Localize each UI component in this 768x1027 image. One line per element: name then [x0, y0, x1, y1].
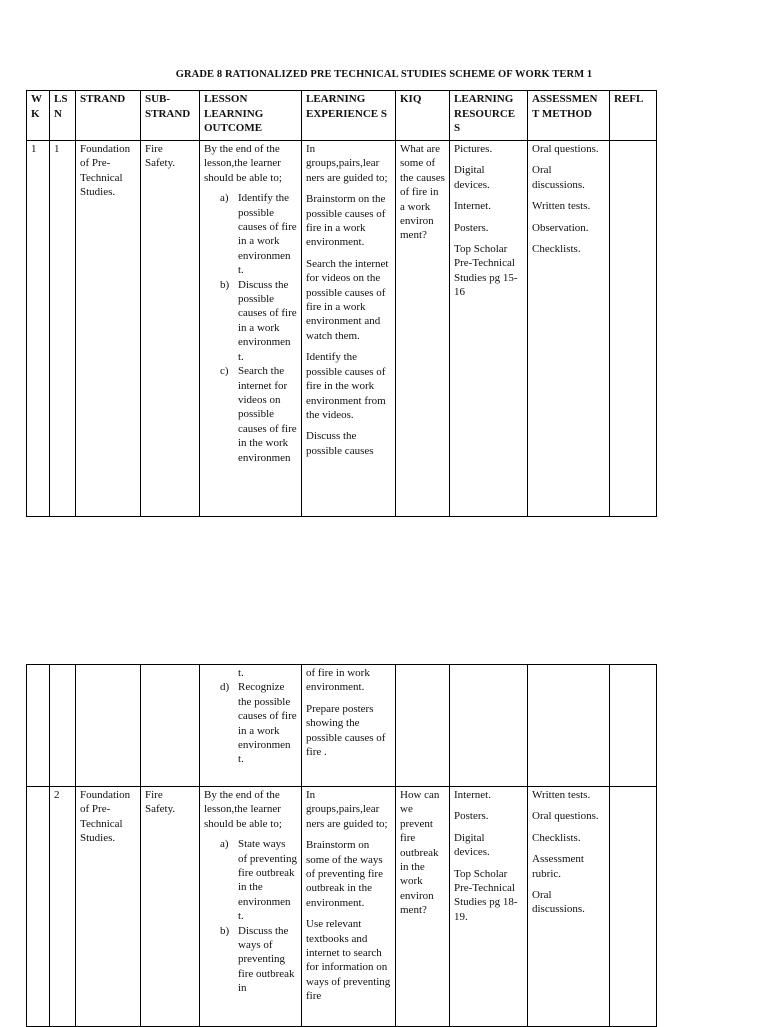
resource-item: Digital devices. [454, 831, 490, 859]
cell-assessment [528, 665, 610, 787]
cell-reflection [610, 141, 657, 517]
cell-reflection [610, 787, 657, 1027]
header-outcome: LESSON LEARNING OUTCOME [200, 91, 302, 141]
cell-strand: Foundation of Pre-Technical Studies. [76, 787, 141, 1027]
header-kiq: KIQ [396, 91, 450, 141]
assessment-item: Assessment rubric. [532, 853, 584, 880]
cell-lsn: 2 [50, 787, 76, 1027]
cell-assessment [528, 141, 610, 517]
experience-text: Use relevant textbooks and internet to search for information on ways of preventing fire [306, 918, 391, 1003]
outcome-intro: By the end of the lesson,the learner should be able to; [204, 143, 282, 184]
assessment-item: Written tests. [532, 200, 591, 213]
list-item: b) Discuss the possible causes of fire in a work environmen t. [220, 278, 297, 363]
cell-experiences [302, 787, 396, 1027]
cell-wk [27, 787, 50, 1027]
assessment-item: Checklists. [532, 831, 581, 844]
header-reflection: REFL [610, 91, 657, 141]
table-row-continued [27, 665, 657, 787]
table-row [27, 141, 657, 517]
list-item: d) Recognize the possible causes of fire in a work environmen t. [220, 681, 297, 766]
experience-text: In groups,pairs,lear ners are guided to; [306, 789, 388, 830]
header-substrand: SUB-STRAND [141, 91, 200, 141]
resource-item: Posters. [454, 221, 489, 234]
experience-text: Prepare posters showing the possible causes of fire . [306, 702, 386, 759]
assessment-item: Oral discussions. [532, 889, 585, 916]
assessment-item: Checklists. [532, 243, 581, 256]
resource-item: Internet. [454, 789, 491, 801]
table-row [27, 787, 657, 1027]
assessment-item: Observation. [532, 221, 589, 234]
experience-text: Brainstorm on the possible causes of fire in a work environment. [306, 193, 386, 249]
scheme-table-page-2 [26, 664, 657, 1027]
header-experiences: LEARNING EXPERIENCE S [302, 91, 396, 141]
resource-item: Internet. [454, 200, 491, 213]
resource-item: Digital devices. [454, 164, 490, 191]
experience-text: Brainstorm on some of the ways of preventing fire outbreak in the environment. [306, 839, 383, 909]
assessment-item: Written tests. [532, 789, 591, 801]
header-lsn: LS N [50, 91, 76, 141]
cell-kiq [396, 665, 450, 787]
cell-substrand [141, 665, 200, 787]
document-title: GRADE 8 RATIONALIZED PRE TECHNICAL STUDIES SCHEME OF WORK TERM 1 [175, 69, 593, 80]
cell-resources [450, 787, 528, 1027]
resource-item: Posters. [454, 810, 489, 823]
cell-experiences [302, 665, 396, 787]
cell-reflection [610, 665, 657, 787]
header-resources: LEARNING RESOURCE S [450, 91, 528, 141]
list-item: a) Identify the possible causes of fire in a work environmen t. [220, 192, 297, 277]
cell-outcome [200, 141, 302, 517]
experience-text: Search the internet for videos on the possible causes of fire in a work environment and watch them. [306, 257, 389, 342]
header-wk: W K [27, 91, 50, 141]
cell-substrand: Fire Safety. [141, 141, 200, 517]
header-strand: STRAND [76, 91, 141, 141]
cell-strand [76, 665, 141, 787]
cell-wk [27, 665, 50, 787]
cell-assessment [528, 787, 610, 1027]
resource-item: Pictures. [454, 143, 493, 155]
list-item: a) State ways of preventing fire outbreak in the environmen t. [220, 838, 297, 923]
experience-text: Discuss the possible causes [306, 430, 374, 457]
resource-item: Top Scholar Pre-Technical Studies pg 18-19. [454, 867, 518, 923]
cell-strand: Foundation of Pre-Technical Studies. [76, 141, 141, 517]
list-item: t. [238, 667, 244, 679]
cell-outcome [200, 787, 302, 1027]
assessment-item: Oral questions. [532, 143, 599, 155]
experience-text: of fire in work environment. [306, 667, 370, 694]
scheme-table-page-1 [26, 90, 657, 517]
list-item: c) Search the internet for videos on possible causes of fire in the work environmen [220, 365, 297, 464]
table-header-row [27, 91, 657, 141]
assessment-item: Oral discussions. [532, 164, 585, 191]
assessment-item: Oral questions. [532, 810, 599, 823]
resource-item: Top Scholar Pre-Technical Studies pg 15-16 [454, 243, 518, 299]
cell-kiq: How can we prevent fire outbreak in the work environ ment? [396, 787, 450, 1027]
cell-lsn [50, 665, 76, 787]
outcome-intro: By the end of the lesson,the learner should be able to; [204, 789, 282, 830]
list-item: b) Discuss the ways of preventing fire outbreak in [220, 924, 295, 995]
cell-resources [450, 141, 528, 517]
experience-text: Identify the possible causes of fire in the work environment from the videos. [306, 351, 386, 421]
cell-resources [450, 665, 528, 787]
cell-kiq: What are some of the causes of fire in a work environ ment? [396, 141, 450, 517]
header-assessment: ASSESSMEN T METHOD [528, 91, 610, 141]
cell-outcome [200, 665, 302, 787]
cell-lsn: 1 [50, 141, 76, 517]
experience-text: In groups,pairs,lear ners are guided to; [306, 143, 388, 184]
cell-substrand: Fire Safety. [141, 787, 200, 1027]
cell-experiences [302, 141, 396, 517]
cell-wk: 1 [27, 141, 50, 517]
